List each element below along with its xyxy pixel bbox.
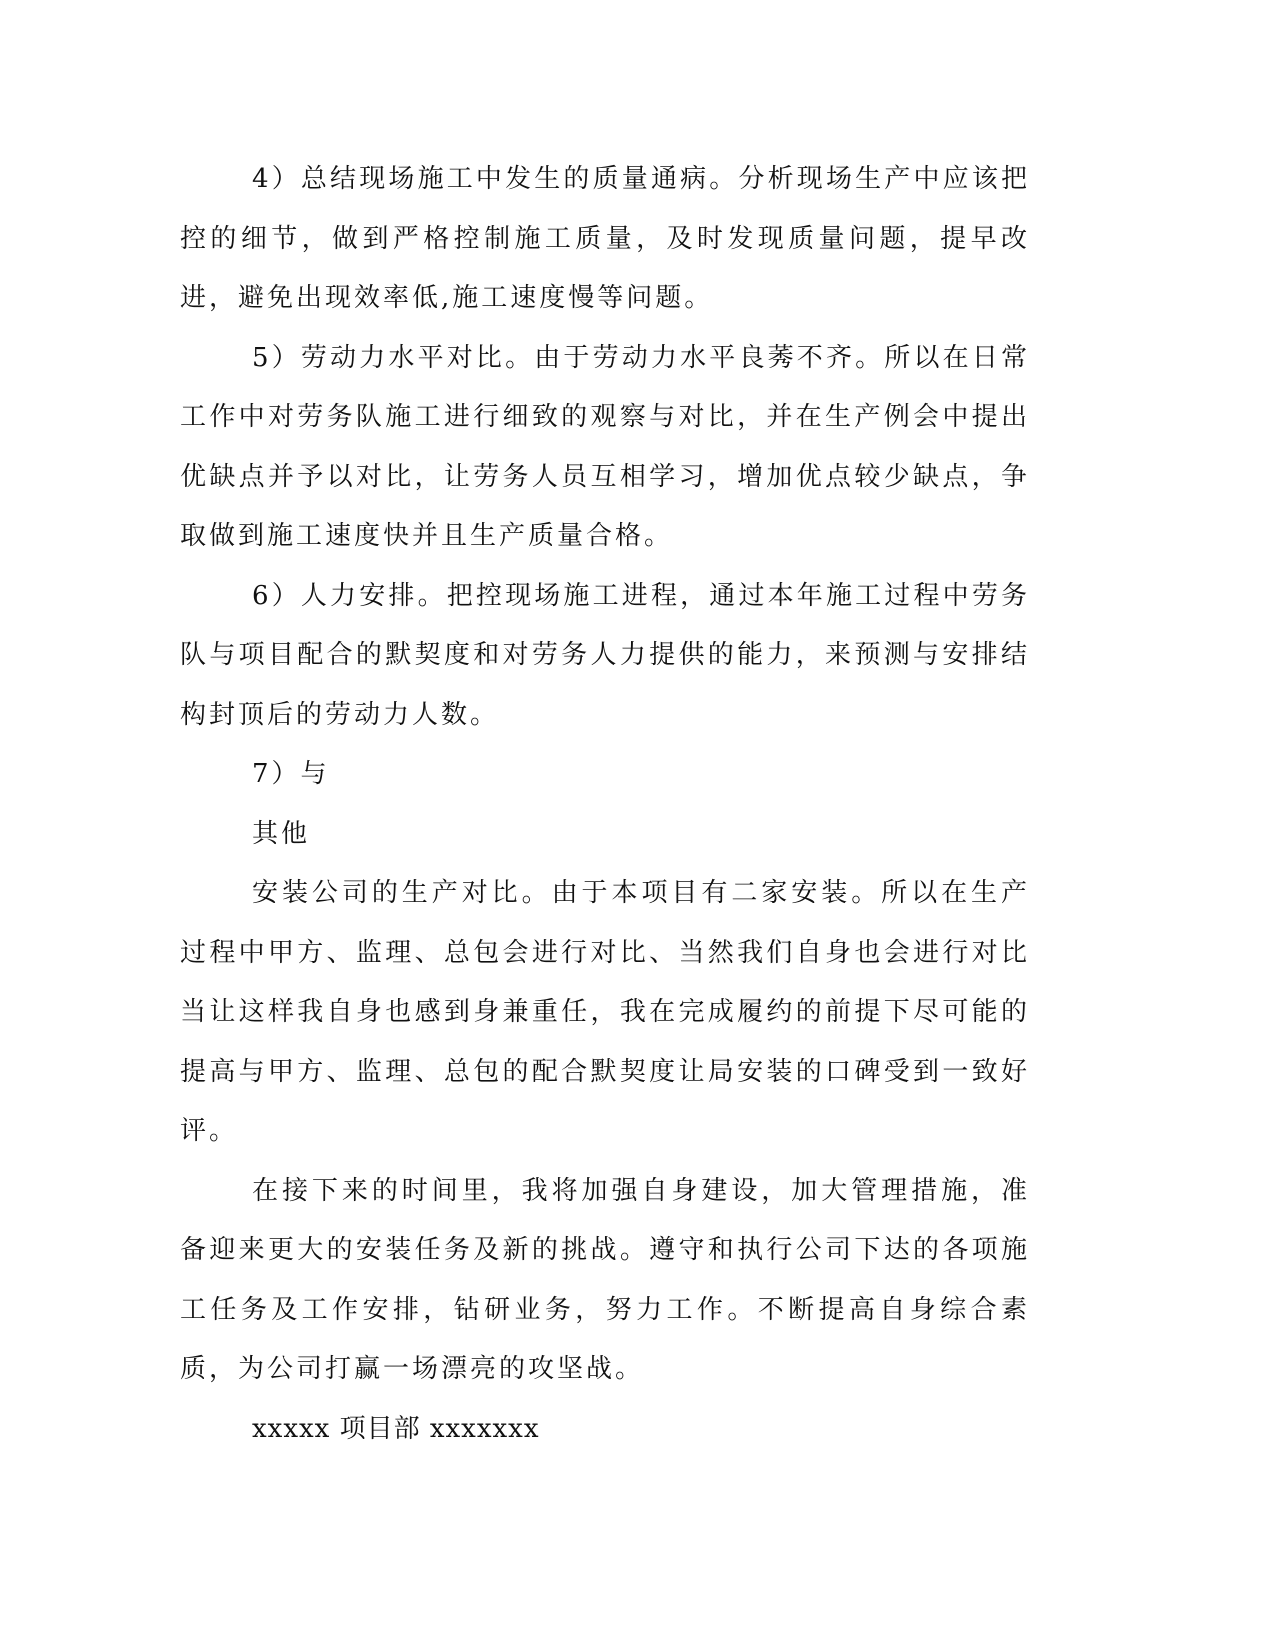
document-page: [180, 150, 1030, 1459]
paragraph-item-5: 5）劳动力水平对比。由于劳动力水平良莠不齐。所以在日常工作中对劳务队施工进行细致的观察与对比，并在生产例会中提出优缺点并予以对比，让劳务人员互相学习，增加优点较少缺点，争取做到施工速度快并且生产质量合格。: [180, 342, 1030, 551]
paragraph-item-7-body: 安装公司的生产对比。由于本项目有二家安装。所以在生产过程中甲方、监理、总包会进行对比、当然我们自身也会进行对比当让这样我自身也感到身兼重任，我在完成履约的前提下尽可能的提高与甲方、监理、总包的配合默契度让局安装的口碑受到一致好评。: [180, 878, 1030, 1146]
paragraph-item-4: 4）总结现场施工中发生的质量通病。分析现场生产中应该把控的细节，做到严格控制施工质量，及时发现质量问题，提早改进，避免出现效率低,施工速度慢等问题。: [180, 164, 1030, 313]
paragraph-item-6: 6）人力安排。把控现场施工进程，通过本年施工过程中劳务队与项目配合的默契度和对劳务人力提供的能力，来预测与安排结构封顶后的劳动力人数。: [180, 580, 1030, 730]
paragraph-item-7-fragment: 其他: [252, 818, 311, 849]
signature-line: xxxxx 项目部 xxxxxxx: [252, 1413, 540, 1444]
closing-paragraph: 在接下来的时间里，我将加强自身建设，加大管理措施，准备迎来更大的安装任务及新的挑战。遵守和执行公司下达的各项施工任务及工作安排，钻研业务，努力工作。不断提高自身综合素质，为公司打赢一场漂亮的攻坚战。: [180, 1175, 1030, 1384]
paragraph-item-7-heading: 7）与: [252, 759, 330, 789]
